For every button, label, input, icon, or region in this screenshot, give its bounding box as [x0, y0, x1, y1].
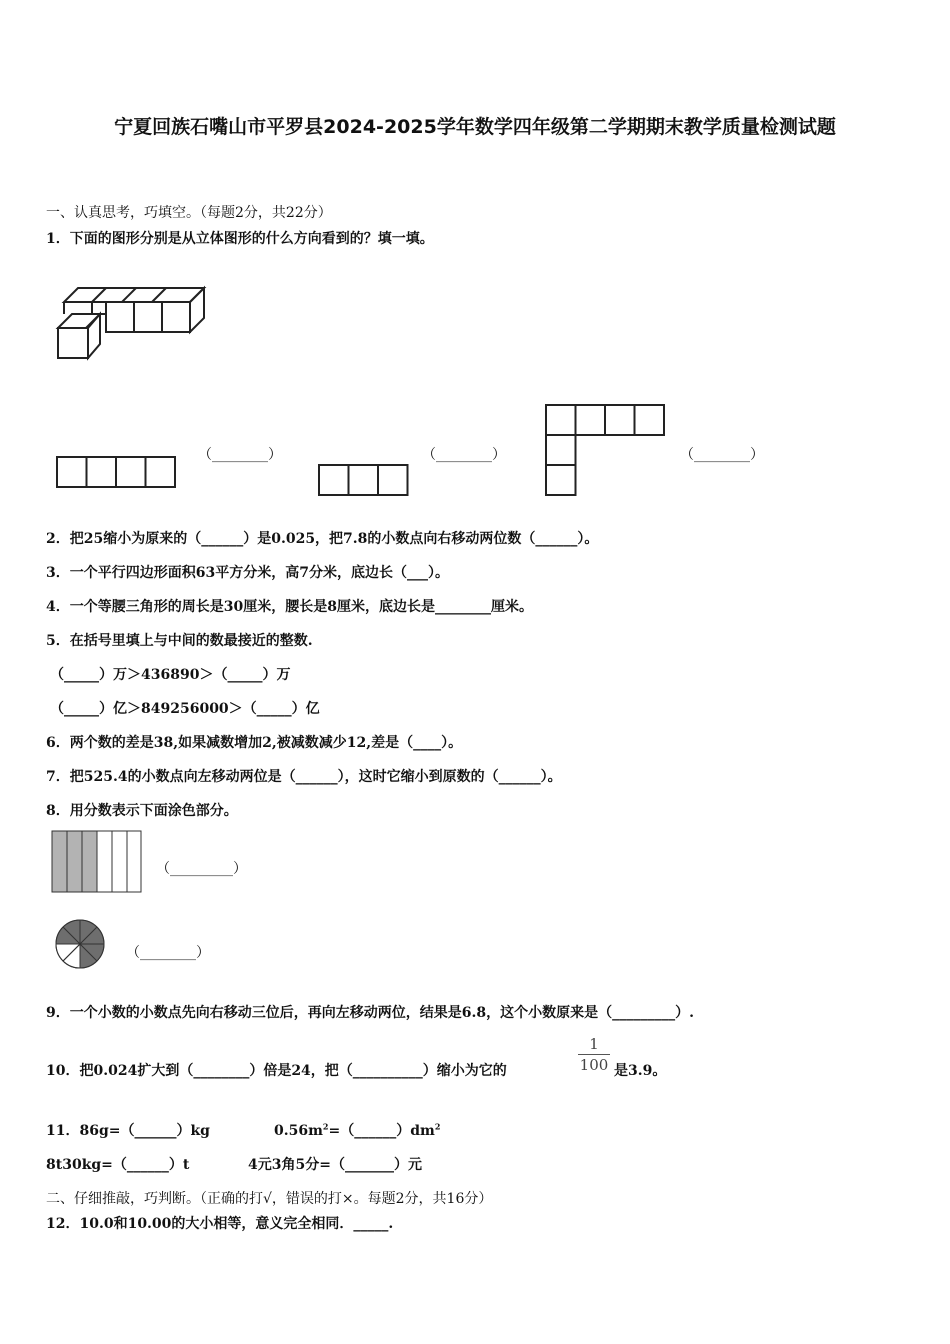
question-5-line-1: （_____）万＞436890＞（_____）万: [50, 667, 291, 683]
q1-blank-3[interactable]: （________）: [680, 447, 764, 463]
section-1-heading: 一、认真思考，巧填空。（每题2分，共22分）: [46, 205, 332, 221]
question-11-d: 4元3角5分=（_______）元: [248, 1157, 422, 1173]
q8-blank-1[interactable]: （_________）: [156, 861, 247, 877]
q11-b-text: 0.56m: [274, 1123, 323, 1139]
question-5: 5．在括号里填上与中间的数最接近的整数.: [46, 633, 313, 649]
question-12: 12．10.0和10.00的大小相等，意义完全相同．_____.: [46, 1216, 394, 1232]
q11-b-sup-2: 2: [434, 1121, 441, 1132]
question-11-b: [274, 1120, 440, 1140]
fraction-numerator: 1: [578, 1034, 610, 1055]
question-6: 6．两个数的差是38,如果减数增加2,被减数减少12,差是（____）。: [46, 735, 463, 751]
question-7: 7．把525.4的小数点向左移动两位是（______），这时它缩小到原数的（______）。: [46, 769, 562, 785]
question-9: 9．一个小数的小数点先向右移动三位后，再向左移动两位，结果是6.8，这个小数原来是（_________）.: [46, 1005, 694, 1021]
view-3-l-shape: [545, 404, 667, 498]
page-title: 宁夏回族石嘴山市平罗县2024-2025学年数学四年级第二学期期末教学质量检测试题: [114, 116, 836, 138]
question-5-line-2: （_____）亿＞849256000＞（_____）亿: [50, 701, 320, 717]
question-10-part-2: 是3.9。: [614, 1063, 667, 1079]
q11-b-sup: 2: [322, 1121, 329, 1132]
q1-blank-1[interactable]: （________）: [198, 447, 282, 463]
fraction-denominator: 100: [579, 1056, 609, 1074]
view-2-three-squares: [318, 464, 410, 498]
question-1: 1．下面的图形分别是从立体图形的什么方向看到的？填一填。: [46, 231, 434, 247]
cube-solid-figure: [50, 282, 210, 364]
q11-b-rest: =（______）dm: [328, 1123, 435, 1139]
section-2-heading: 二、仔细推敲，巧判断。（正确的打√，错误的打×。每题2分，共16分）: [46, 1191, 493, 1207]
question-10-part-1: 10．把0.024扩大到（________）倍是24，把（__________）缩小为它的: [46, 1063, 507, 1079]
question-4: 4．一个等腰三角形的周长是30厘米，腰长是8厘米，底边长是________厘米。: [46, 599, 533, 615]
q1-blank-2[interactable]: （________）: [422, 447, 506, 463]
question-2: 2．把25缩小为原来的（______）是0.025，把7.8的小数点向右移动两位数（______）。: [46, 531, 599, 547]
question-11-a: 11．86g=（______）kg: [46, 1123, 210, 1139]
question-3: 3．一个平行四边形面积63平方分米，高7分米，底边长（___）。: [46, 565, 449, 581]
shaded-fraction-circle: [54, 918, 106, 970]
view-1-four-squares: [56, 456, 178, 490]
shaded-fraction-bar: [50, 830, 144, 894]
question-8: 8．用分数表示下面涂色部分。: [46, 803, 238, 819]
question-11-c: 8t30kg=（______）t: [46, 1157, 190, 1173]
q8-blank-2[interactable]: （________）: [126, 945, 210, 961]
fraction-one-hundredth: [578, 1034, 610, 1075]
